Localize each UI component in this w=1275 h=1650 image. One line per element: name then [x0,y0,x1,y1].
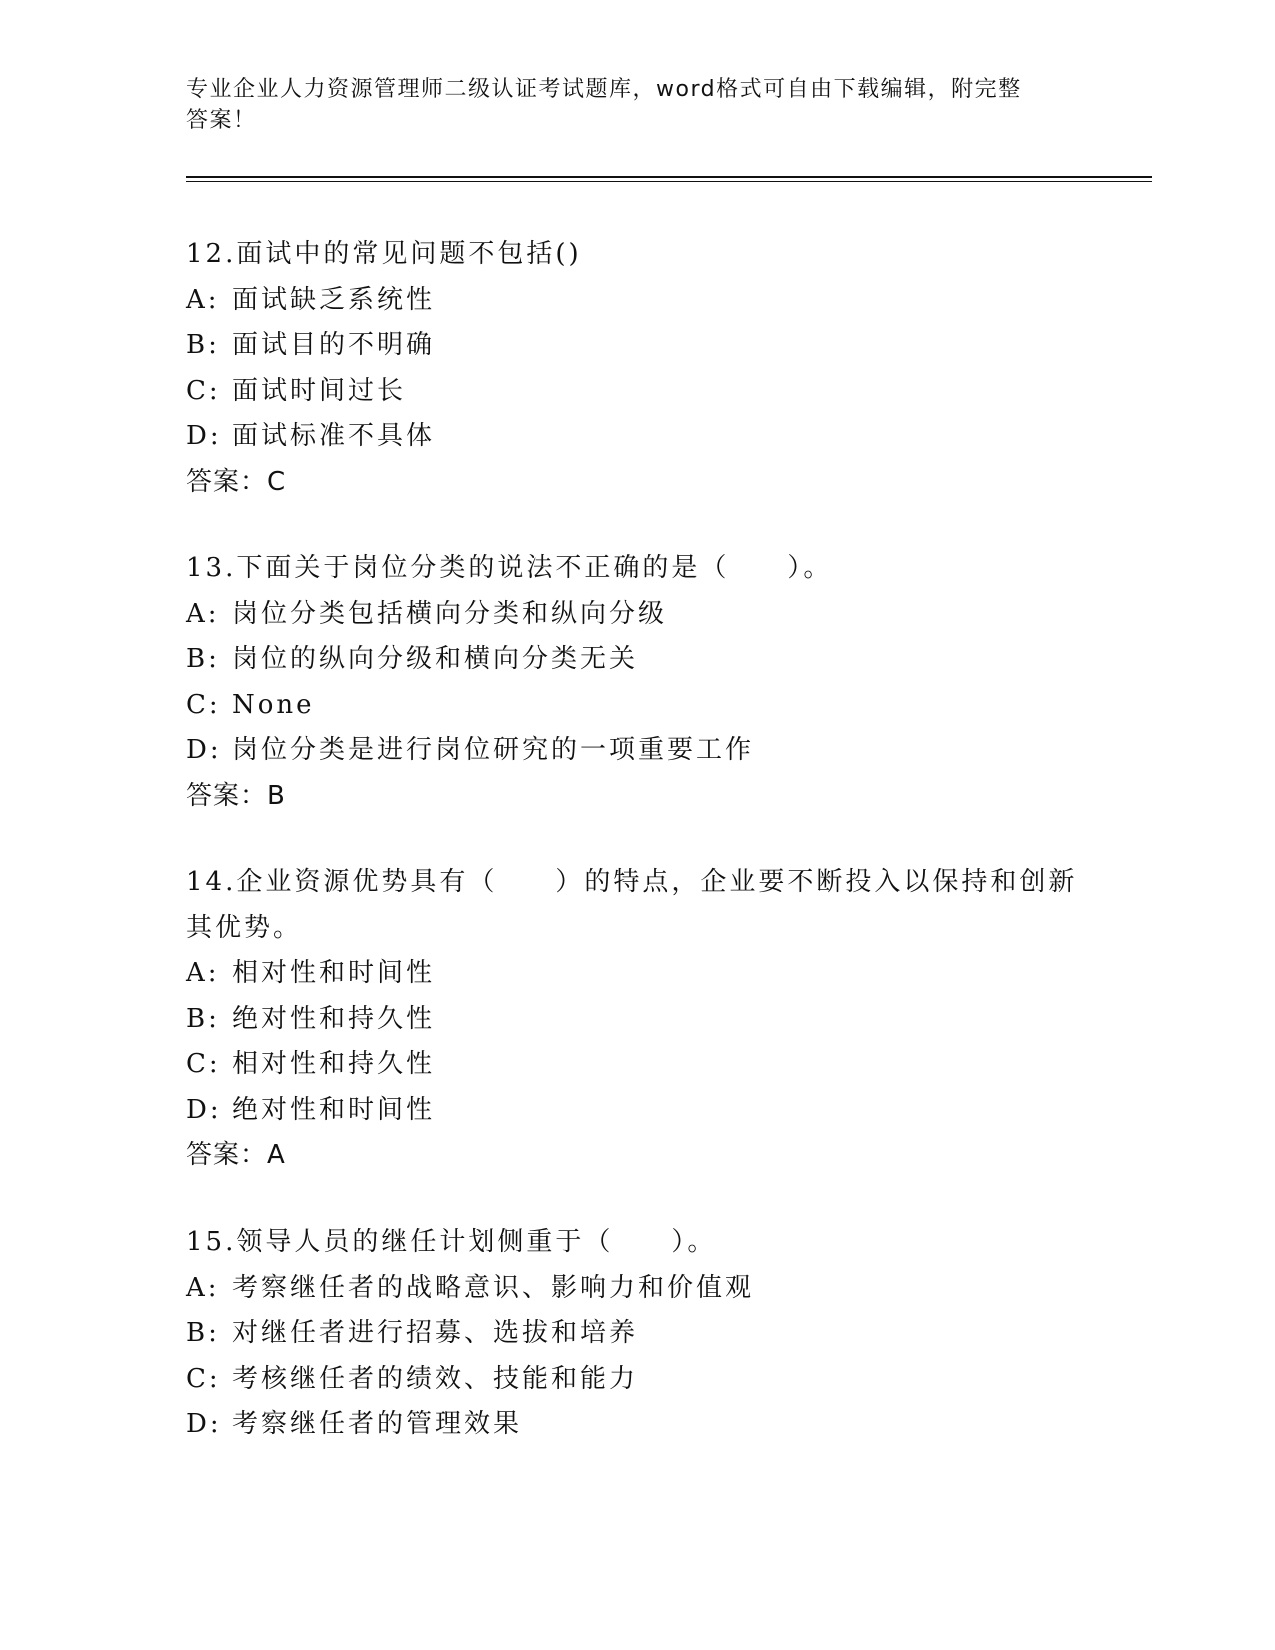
option-letter: D: [186,421,222,451]
option-letter: A: [186,598,220,629]
option-c [186,369,1086,415]
option-text: 面试时间过长 [232,375,407,406]
option-b [186,637,1086,683]
option-letter: A: [186,958,220,988]
option-a [186,592,1086,638]
option-a [186,951,1086,997]
option-letter: D: [186,1409,222,1439]
question-15 [186,1220,1086,1448]
answer-line: 答案：B [186,780,286,811]
question-14 [186,860,1086,1179]
option-letter: B: [186,1003,220,1034]
option-letter: A: [186,284,220,315]
option-letter: C: [186,1363,221,1394]
option-letter: B: [186,330,220,360]
option-text: 岗位分类包括横向分类和纵向分级 [232,598,668,629]
option-c [186,1357,1086,1403]
option-letter: D: [186,1094,222,1125]
option-text: 考核继任者的绩效、技能和能力 [232,1363,639,1394]
option-text: 岗位分类是进行岗位研究的一项重要工作 [232,735,755,765]
option-b [186,997,1086,1043]
question-stem: 12.面试中的常见问题不包括() [186,239,582,269]
header-line-2: 答案！ [186,108,257,133]
option-text: 绝对性和时间性 [232,1094,436,1125]
answer-line: 答案：C [186,466,287,497]
question-stem: 13.下面关于岗位分类的说法不正确的是（ ）。 [186,553,833,583]
option-letter: C: [186,1049,221,1079]
document-header [186,74,1066,136]
option-text: 对继任者进行招募、选拔和培养 [232,1318,639,1348]
option-c [186,683,1086,729]
question-stem: 15.领导人员的继任计划侧重于（ ）。 [186,1227,717,1257]
option-d [186,1088,1086,1134]
option-letter: B: [186,644,220,674]
option-d [186,414,1086,460]
option-text: 考察继任者的战略意识、影响力和价值观 [232,1272,755,1303]
option-letter: C: [186,375,221,406]
question-13 [186,546,1086,819]
header-line-1: 专业企业人力资源管理师二级认证考试题库，word格式可自由下载编辑，附完整 [186,77,1022,102]
option-a [186,278,1086,324]
option-letter: D: [186,735,222,765]
option-d [186,728,1086,774]
option-text: 相对性和时间性 [232,958,436,988]
option-text: 面试目的不明确 [232,330,436,360]
option-letter: A: [186,1272,220,1303]
option-letter: B: [186,1318,220,1348]
header-divider-thick [186,176,1152,178]
option-text: 面试缺乏系统性 [232,284,436,315]
question-12 [186,232,1086,505]
option-b [186,1311,1086,1357]
option-letter: C: [186,689,221,720]
option-text: 考察继任者的管理效果 [232,1409,523,1439]
option-a [186,1266,1086,1312]
option-text: 岗位的纵向分级和横向分类无关 [232,644,639,674]
option-c [186,1042,1086,1088]
header-divider-thin [186,181,1152,182]
answer-line: 答案：A [186,1140,286,1170]
question-stem: 14.企业资源优势具有（ ）的特点，企业要不断投入以保持和创新 [186,867,1078,897]
option-text: 相对性和持久性 [232,1049,436,1079]
option-d [186,1402,1086,1448]
question-stem-continued: 其优势。 [186,912,303,943]
option-text: 面试标准不具体 [232,421,436,451]
option-text: None [232,689,315,720]
option-text: 绝对性和持久性 [232,1003,436,1034]
option-b [186,323,1086,369]
